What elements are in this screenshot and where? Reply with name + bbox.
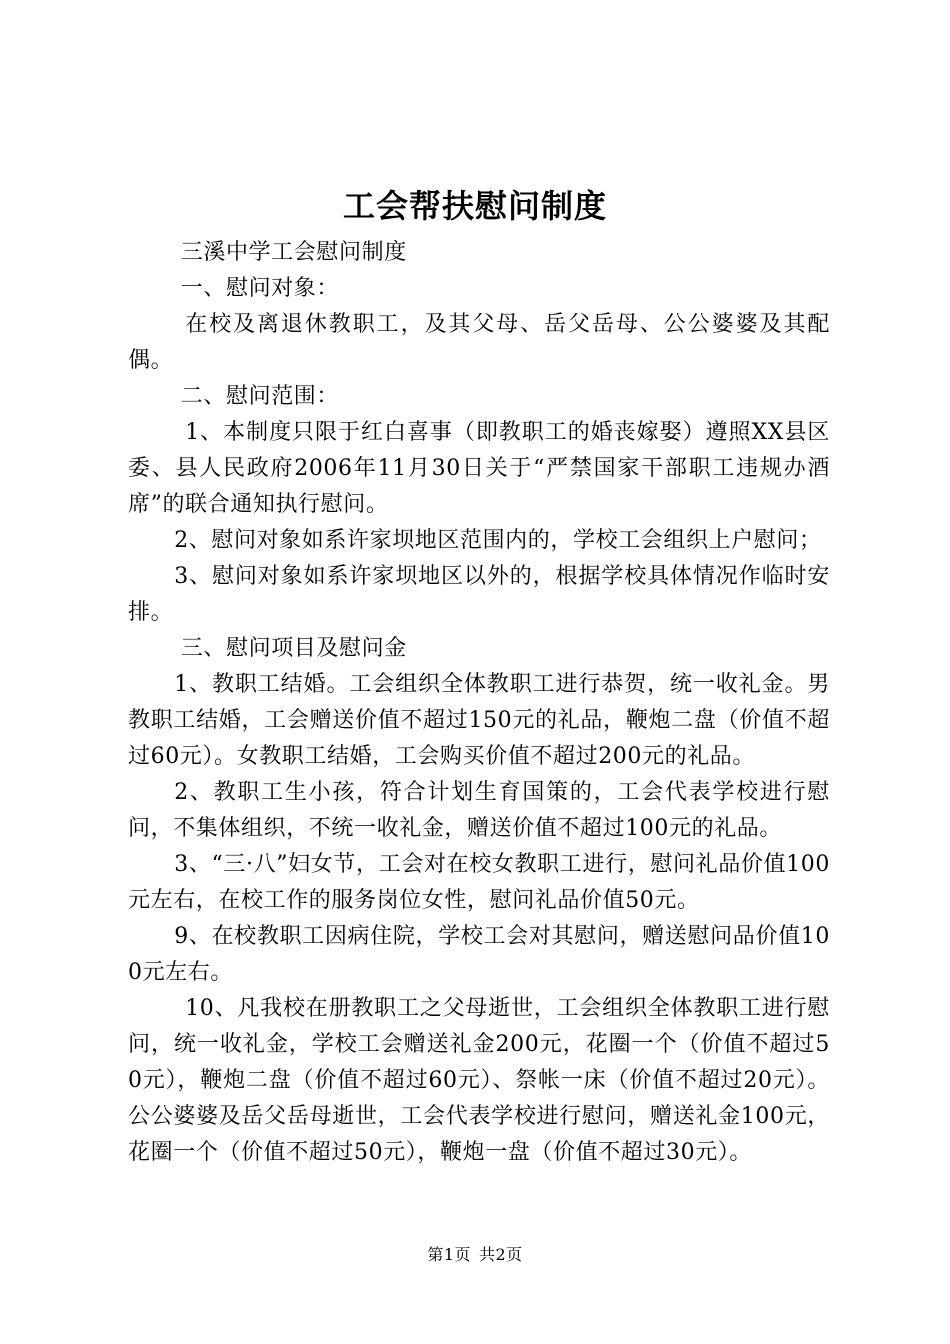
paragraph-scope-1: 1、本制度只限于红白喜事（即教职工的婚丧嫁娶）遵照XX县区委、县人民政府2006年11月30日关于“严禁国家干部职工违规办酒席”的联合通知执行慰问。 — [128, 420, 830, 517]
paragraph-item-wedding: 1、教职工结婚。工会组织全体教职工进行恭贺，统一收礼金。男教职工结婚，工会赠送价值不超过150元的礼品，鞭炮二盘（价值不超过60元）。女教职工结婚，工会购买价值不超过200元的礼品。 — [128, 672, 830, 769]
section-heading-items: 三、慰问项目及慰问金 — [180, 636, 407, 661]
paragraph-school-name: 三溪中学工会慰问制度 — [180, 240, 407, 265]
document-body — [128, 235, 830, 1171]
paragraph-item-childbirth: 2、教职工生小孩，符合计划生育国策的，工会代表学校进行慰问，不集体组织，不统一收礼金，赠送价值不超过100元的礼品。 — [128, 780, 830, 841]
page-number-current: 第1页 — [427, 1245, 471, 1264]
section-heading-scope: 二、慰问范围： — [180, 384, 339, 409]
paragraph-scope-2: 2、慰问对象如系许家坝地区范围内的，学校工会组织上户慰问； — [174, 528, 822, 553]
paragraph-item-bereavement: 10、凡我校在册教职工之父母逝世，工会组织全体教职工进行慰问，统一收礼金，学校工会赠送礼金200元，花圈一个（价值不超过50元），鞭炮二盘（价值不超过60元）、祭帐一床（价值不超过20元）。公公婆婆及岳父岳母逝世，工会代表学校进行慰问，赠送礼金100元，花圈一个（价值不超过50元），鞭炮一盘（价值不超过30元）。 — [128, 996, 830, 1165]
page-footer — [0, 1243, 950, 1267]
page-number-total: 共2页 — [479, 1245, 523, 1264]
paragraph-item-hospital: 9、在校教职工因病住院，学校工会对其慰问，赠送慰问品价值100元左右。 — [128, 924, 830, 985]
document-title: 工会帮扶慰问制度 — [342, 187, 607, 225]
section-heading-recipients: 一、慰问对象： — [180, 276, 339, 301]
paragraph-recipients: 在校及离退休教职工，及其父母、岳父岳母、公公婆婆及其配偶。 — [128, 312, 830, 373]
paragraph-scope-3: 3、慰问对象如系许家坝地区以外的，根据学校具体情况作临时安排。 — [128, 564, 830, 625]
paragraph-item-womens-day: 3、“三·八”妇女节，工会对在校女教职工进行，慰问礼品价值100元左右，在校工作的服务岗位女性，慰问礼品价值50元。 — [128, 852, 830, 913]
